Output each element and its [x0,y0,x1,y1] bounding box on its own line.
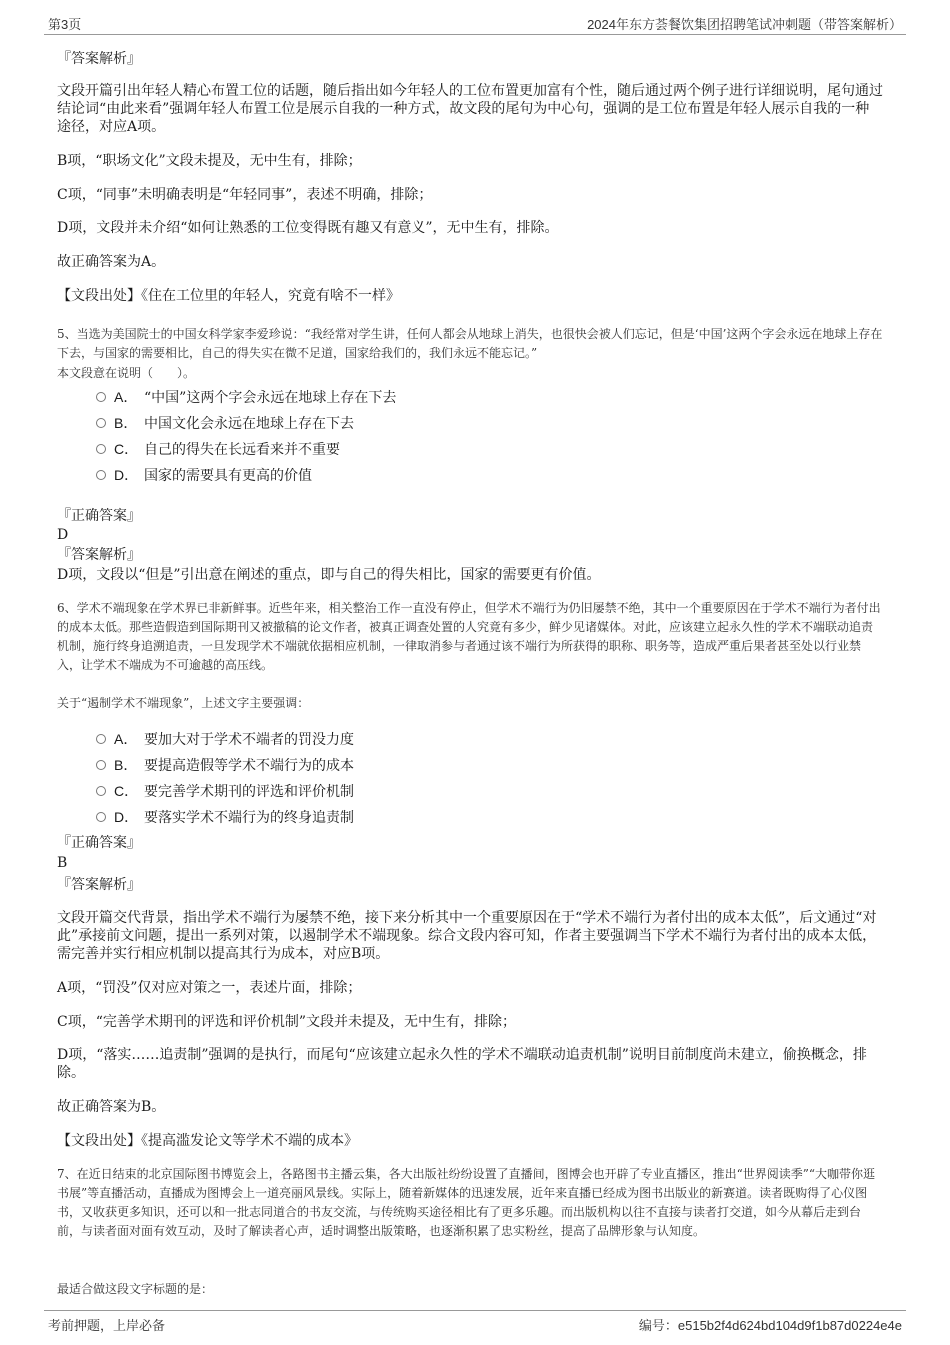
q5-answer: D [57,527,69,543]
option-text: 要完善学术期刊的评选和评价机制 [144,784,354,800]
q6-analysis-option-a: A项，“罚没”仅对应对策之一，表述片面，排除； [57,980,362,996]
q6-stem: 6、学术不端现象在学术界已非新鲜事。近些年来，相关整治工作一直没有停止，但学术不端行为仍旧屡禁不绝，其中一个重要原因在于学术不端行为者付出的成本太低。那些造假造到国际期刊又被撤稿的论文作者，被真正调查处置的人究竟有多少，鲜少见诸媒体。对此，应该建立起永久性的学术不端联动追责机制，施行终身追溯追责，一旦发现学术不端就依据相应机制，一律取消参与者通过该不端行为所获得的职称、职务等，造成严重后果者甚至处以行业禁入，让学术不端成为不可逾越的高压线。 [57,601,881,672]
option-letter: D． [114,809,139,825]
q6-option-a[interactable] [96,729,354,750]
option-text: 要提高造假等学术不端行为的成本 [144,758,354,774]
option-text: “中国”这两个字会永远在地球上存在下去 [144,390,397,406]
q4-conclusion: 故正确答案为A。 [57,254,166,270]
q6-analysis-label: 『答案解析』 [57,877,141,893]
q6-answer: B [57,855,68,871]
q7-question: 最适合做这段文字标题的是： [57,1282,214,1296]
q4-analysis-label: 『答案解析』 [57,51,141,67]
radio-icon[interactable] [96,786,106,796]
option-text: 国家的需要具有更高的价值 [144,468,312,484]
footer-slogan: 考前押题，上岸必备 [48,1318,166,1333]
document-code: 编号：e515b2f4d624bd104d9f1b87d0224e4e [638,1318,902,1333]
radio-icon[interactable] [96,392,106,402]
q5-analysis: D项，文段以“但是”引出意在阐述的重点，即与自己的得失相比，国家的需要更有价值。 [57,567,601,583]
q5-answer-label: 『正确答案』 [57,508,141,524]
option-text: 自己的得失在长远看来并不重要 [144,442,340,458]
q5-option-d[interactable] [96,465,312,486]
q6-analysis-option-c: C项，“完善学术期刊的评选和评价机制”文段并未提及，无中生有，排除； [57,1014,517,1030]
radio-icon[interactable] [96,470,106,480]
option-letter: A． [114,389,138,405]
option-letter: B． [114,415,138,431]
radio-icon[interactable] [96,760,106,770]
radio-icon[interactable] [96,444,106,454]
q6-option-c[interactable] [96,781,354,802]
q6-answer-label: 『正确答案』 [57,835,141,851]
q6-source: 【文段出处】《提高滥发论文等学术不端的成本》 [57,1133,358,1149]
q4-analysis-option-d: D项，文段并未介绍“如何让熟悉的工位变得既有趣又有意义”，无中生有，排除。 [57,220,559,236]
q6-conclusion: 故正确答案为B。 [57,1099,166,1115]
option-text: 要加大对于学术不端者的罚没力度 [144,732,354,748]
q4-analysis-option-c: C项，“同事”未明确表明是“年轻同事”，表述不明确，排除； [57,187,433,203]
q6-option-d[interactable] [96,807,354,828]
q5-question: 本文段意在说明（ ）。 [57,366,196,380]
q5-analysis-label: 『答案解析』 [57,547,141,563]
q4-analysis-option-b: B项，“职场文化”文段未提及，无中生有，排除； [57,153,362,169]
q6-analysis-paragraph: 文段开篇交代背景，指出学术不端行为屡禁不绝，接下来分析其中一个重要原因在于“学术不端行为者付出的成本太低”，后文通过“对此”承接前文问题，提出一系列对策，以遏制学术不端现象。综合文段内容可知，作者主要强调当下学术不端行为者付出的成本太低，需完善并实行相应机制以提高其行为成本，对应B项。 [57,910,877,962]
radio-icon[interactable] [96,418,106,428]
q5-option-a[interactable] [96,387,396,408]
q5-option-c[interactable] [96,439,340,460]
document-title: 2024年东方荟餐饮集团招聘笔试冲刺题（带答案解析） [587,17,902,32]
option-letter: C． [114,783,139,799]
q6-analysis-option-d: D项，“落实……追责制”强调的是执行，而尾句“应该建立起永久性的学术不端联动追责机制”说明目前制度尚未建立，偷换概念，排除。 [57,1047,867,1081]
q6-option-b[interactable] [96,755,354,776]
option-letter: A． [114,731,138,747]
q4-analysis-paragraph: 文段开篇引出年轻人精心布置工位的话题，随后指出如今年轻人的工位布置更加富有个性，随后通过两个例子进行详细说明，尾句通过结论词“由此来看”强调年轻人布置工位是展示自我的一种方式，故文段的尾句为中心句，强调的是工位布置是年轻人展示自我的一种途径，对应A项。 [57,83,883,135]
q5-option-b[interactable] [96,413,354,434]
option-text: 要落实学术不端行为的终身追责制 [144,810,354,826]
option-letter: C． [114,441,139,457]
radio-icon[interactable] [96,812,106,822]
radio-icon[interactable] [96,734,106,744]
page-footer [44,1310,906,1335]
option-text: 中国文化会永远在地球上存在下去 [144,416,354,432]
page-number: 第3页 [48,17,82,32]
option-letter: D． [114,467,139,483]
option-letter: B． [114,757,138,773]
q7-stem: 7、在近日结束的北京国际图书博览会上，各路图书主播云集，各大出版社纷纷设置了直播间，图博会也开辟了专业直播区，推出“世界阅读季”“大咖带你逛书展”等直播活动，直播成为图博会上一道亮丽风景线。实际上，随着新媒体的迅速发展，近年来直播已经成为图书出版业的新赛道。读者既购得了心仪图书，又收获更多知识，还可以和一批志同道合的书友交流，与传统购买途径相比有了更多乐趣。而出版机构以往不直接与读者打交道，如今从幕后走到台前，与读者面对面有效互动，及时了解读者心声，适时调整出版策略，也逐渐积累了忠实粉丝，提高了品牌形象与认知度。 [57,1167,876,1238]
q6-question: 关于“遏制学术不端现象”，上述文字主要强调： [57,696,310,710]
q5-stem: 5、当选为美国院士的中国女科学家李爱珍说：“我经常对学生讲，任何人都会从地球上消失，也很快会被人们忘记，但是‘中国’这两个字会永远在地球上存在下去，与国家的需要相比，自己的得失实在微不足道，国家给我们的，我们永远不能忘记。” [57,327,883,360]
page-header [44,14,906,35]
q4-source: 【文段出处】《住在工位里的年轻人，究竟有啥不一样》 [57,288,400,304]
